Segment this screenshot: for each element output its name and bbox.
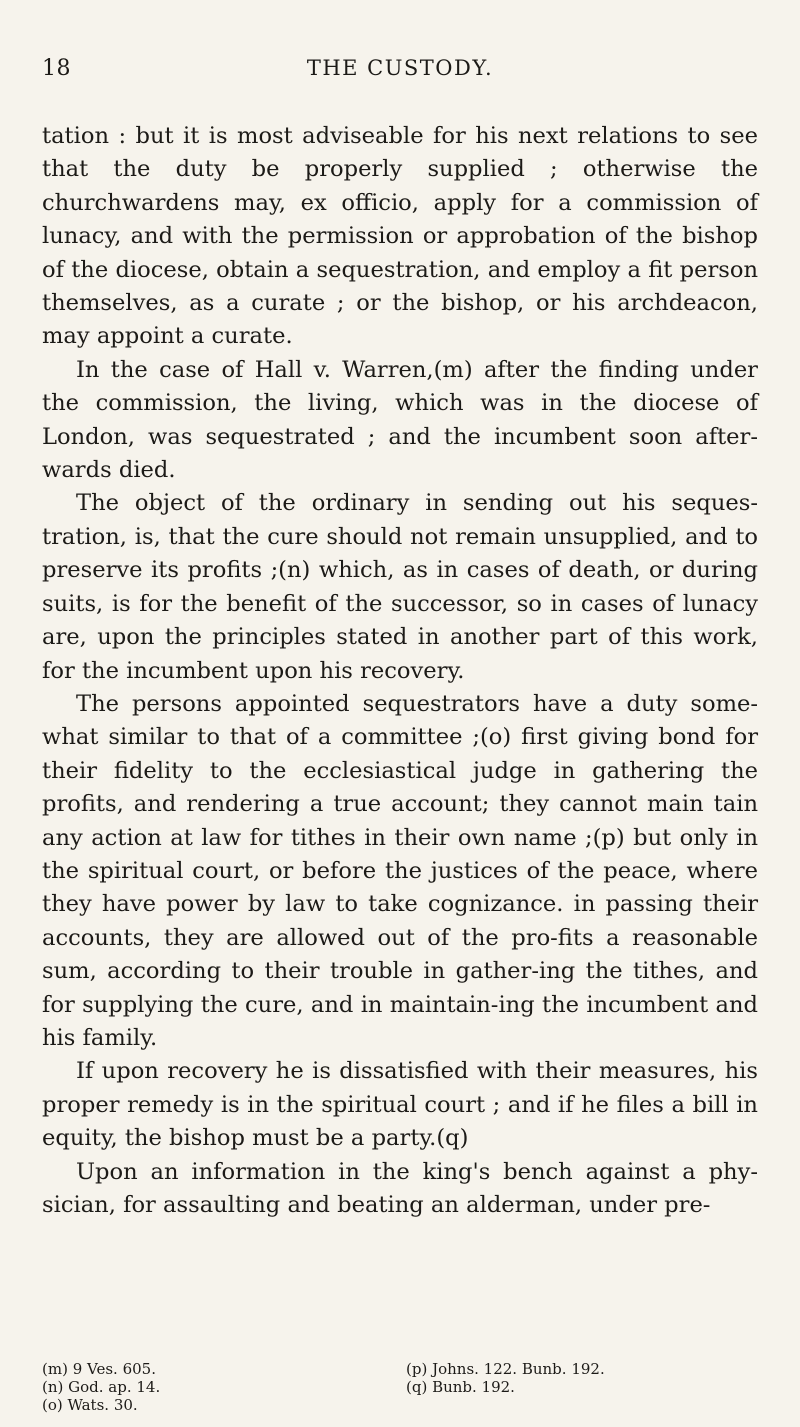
paragraph: The object of the ordinary in sending out his seques-tration, is, that the cure should not remain unsupplied, and to preserve its profits ;(n) which, as in cases of death, or during suits, is for the benefit of the successor, so in cases of lunacy are, upon the principles stated in another part of this work, for the incumbent upon his recovery. (42, 490, 758, 684)
footnote: (p) Johns. 122. Bunb. 192. (406, 1360, 605, 1378)
paragraph: Upon an information in the king's bench against a phy-sician, for assaulting and beating an alderman, under pre- (42, 1158, 758, 1218)
page-number: 18 (42, 56, 71, 81)
page-header (42, 56, 758, 96)
paragraph: The persons appointed sequestrators have a duty some-what similar to that of a committee ;(o) first giving bond for their fidelity to the ecclesiastical judge in gathering the profits, and rendering a true account; they cannot main tain any action at law for tithes in their own name ;(p) but only in the spiritual court, or before the justices of the peace, where they have power by law to take cognizance. in passing their accounts, they are allowed out of the pro-fits a reasonable sum, according to their trouble in gather-ing the tithes, and for supplying the cure, and in maintain-ing the incumbent and his family. (42, 690, 758, 1051)
footnote: (n) God. ap. 14. (42, 1378, 161, 1396)
paragraph: If upon recovery he is dissatisfied with their measures, his proper remedy is in the spiritual court ; and if he files a bill in equity, the bishop must be a party.(q) (42, 1058, 758, 1152)
footnotes (42, 1360, 758, 1414)
footnote: (o) Wats. 30. (42, 1396, 138, 1414)
running-title: THE CUSTODY. (306, 56, 494, 80)
paragraph: tation : but it is most adviseable for his next relations to see that the duty be properly supplied ; otherwise the churchwardens may, ex officio, apply for a commission of lunacy, and with the permission or approbation of the bishop of the diocese, obtain a sequestration, and employ a fit person themselves, as a curate ; or the bishop, or his archdeacon, may appoint a curate. (42, 123, 758, 350)
body-text (42, 120, 758, 1222)
footnote: (m) 9 Ves. 605. (42, 1360, 156, 1378)
footnote: (q) Bunb. 192. (406, 1378, 515, 1396)
paragraph: In the case of Hall v. Warren,(m) after the finding under the commission, the living, which was in the diocese of London, was sequestrated ; and the incumbent soon after-wards died. (42, 356, 758, 484)
